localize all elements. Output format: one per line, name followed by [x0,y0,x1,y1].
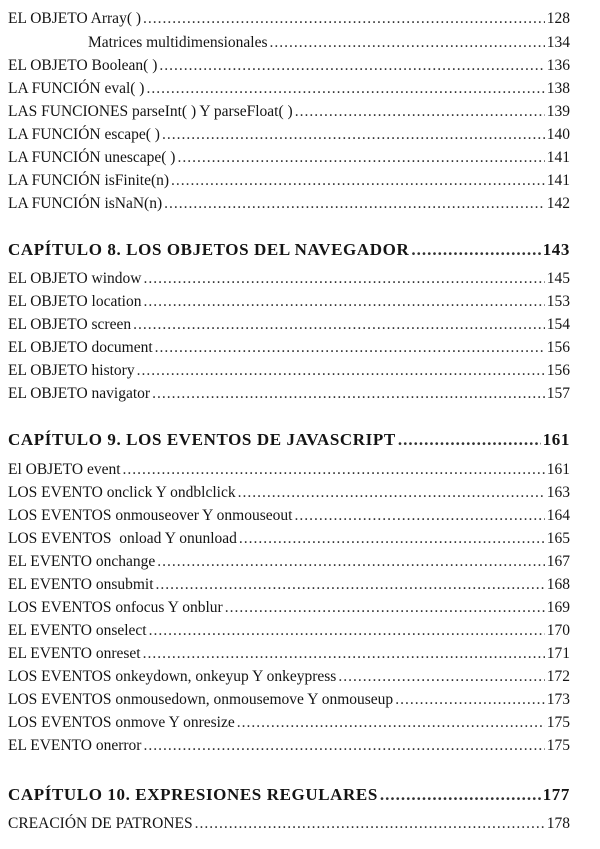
chapter-title: CAPÍTULO 8. LOS OBJETOS DEL NAVEGADOR [8,240,410,259]
entry-page: 139 [546,103,570,120]
dot-leader [143,9,545,29]
toc-entry-onerror[interactable] [8,736,570,756]
dot-leader [380,785,541,805]
entry-title: LA FUNCIÓN isNaN(n) [8,195,163,212]
dot-leader [157,552,545,572]
entry-title: EL EVENTO onselect [8,622,147,639]
entry-page: 142 [546,195,570,212]
toc-entry-onload[interactable] [8,529,570,549]
dot-leader [133,315,545,335]
entry-title: EL OBJETO Boolean( ) [8,57,158,74]
entry-title: LA FUNCIÓN escape( ) [8,126,160,143]
dot-leader [338,667,544,687]
entry-page: 136 [546,57,570,74]
toc-entry-window[interactable] [8,269,570,289]
entry-title: EL OBJETO history [8,362,135,379]
dot-leader [164,194,545,214]
toc-entry-onmouseover[interactable] [8,506,570,526]
entry-page: 141 [546,172,570,189]
entry-page: 170 [546,622,570,639]
dot-leader [270,33,545,53]
toc-entry-event[interactable] [8,460,570,480]
chapter-page: 177 [542,785,570,804]
dot-leader [123,460,545,480]
dot-leader [225,598,545,618]
entry-page: 156 [546,362,570,379]
dot-leader [162,125,545,145]
dot-leader [295,102,545,122]
toc-entry-onreset[interactable] [8,644,570,664]
toc-entry-navigator[interactable] [8,384,570,404]
entry-page: 153 [546,293,570,310]
toc-entry-onsubmit[interactable] [8,575,570,595]
entry-title: EL OBJETO Array( ) [8,10,142,27]
toc-entry-onselect[interactable] [8,621,570,641]
toc-entry-escape[interactable] [8,125,570,145]
entry-title: EL OBJETO navigator [8,385,151,402]
toc-entry-screen[interactable] [8,315,570,335]
entry-page: 157 [546,385,570,402]
entry-page: 175 [546,737,570,754]
entry-title: LA FUNCIÓN isFinite(n) [8,172,170,189]
dot-leader [195,814,545,834]
dot-leader [143,292,544,312]
toc-entry-onclick[interactable] [8,483,570,503]
toc-entry-onfocus[interactable] [8,598,570,618]
dot-leader [156,575,545,595]
dot-leader [238,483,545,503]
entry-title: LOS EVENTOS onfocus Y onblur [8,599,223,616]
entry-page: 134 [546,34,570,51]
entry-page: 161 [546,461,570,478]
toc-entry-document[interactable] [8,338,570,358]
entry-page: 140 [546,126,570,143]
dot-leader [171,171,545,191]
entry-page: 128 [546,10,570,27]
entry-title: LOS EVENTOS onload Y onunload [8,530,237,547]
dot-leader [398,430,541,450]
dot-leader [146,79,544,99]
entry-page: 178 [546,815,570,832]
entry-page: 173 [546,691,570,708]
toc-entry-onkeydown[interactable] [8,667,570,687]
chapter-page: 143 [542,240,570,259]
entry-title: LA FUNCIÓN unescape( ) [8,149,176,166]
chapter-8-heading[interactable] [8,240,570,260]
toc-entry-patrones[interactable] [8,814,570,834]
entry-page: 141 [546,149,570,166]
entry-title: EL OBJETO document [8,339,153,356]
entry-title: LOS EVENTO onclick Y ondblclick [8,484,236,501]
entry-title: CREACIÓN DE PATRONES [8,815,193,832]
entry-page: 164 [546,507,570,524]
entry-title: EL EVENTO onchange [8,553,156,570]
toc-entry-isfinite[interactable] [8,171,570,191]
dot-leader [411,240,540,260]
toc-entry-onmousedown[interactable] [8,690,570,710]
dot-leader [159,56,544,76]
entry-page: 145 [546,270,570,287]
toc-entry-onchange[interactable] [8,552,570,572]
entry-title: LAS FUNCIONES parseInt( ) Y parseFloat( ) [8,103,293,120]
dot-leader [237,713,545,733]
entry-title: LOS EVENTOS onmousedown, onmousemove Y onmouseup [8,691,394,708]
dot-leader [239,529,545,549]
entry-title: LOS EVENTOS onmouseover Y onmouseout [8,507,293,524]
entry-page: 165 [546,530,570,547]
toc-entry-isnan[interactable] [8,194,570,214]
entry-title: EL OBJETO window [8,270,142,287]
entry-page: 169 [546,599,570,616]
dot-leader [294,506,544,526]
toc-entry-history[interactable] [8,361,570,381]
chapter-page: 161 [542,430,570,449]
entry-title: LOS EVENTOS onmove Y onresize [8,714,235,731]
entry-title: EL OBJETO screen [8,316,132,333]
toc-entry-parse[interactable] [8,102,570,122]
dot-leader [137,361,545,381]
entry-title: LA FUNCIÓN eval( ) [8,80,145,97]
entry-page: 154 [546,316,570,333]
toc-entry-onmove[interactable] [8,713,570,733]
toc-entry-eval[interactable] [8,79,570,99]
entry-title: LOS EVENTOS onkeydown, onkeyup Y onkeypress [8,668,337,685]
chapter-10-heading[interactable] [8,785,570,805]
entry-page: 163 [546,484,570,501]
entry-page: 156 [546,339,570,356]
dot-leader [143,644,545,664]
entry-page: 168 [546,576,570,593]
entry-title: EL OBJETO location [8,293,142,310]
toc-entry-location[interactable] [8,292,570,312]
toc-entry-boolean[interactable] [8,56,570,76]
toc-entry-unescape[interactable] [8,148,570,168]
entry-title: Matrices multidimensionales [88,34,268,51]
dot-leader [143,736,544,756]
entry-page: 167 [546,553,570,570]
toc-entry-matrices[interactable] [88,33,570,53]
chapter-9-heading[interactable] [8,430,570,450]
entry-title: El OBJETO event [8,461,121,478]
entry-page: 171 [546,645,570,662]
chapter-title: CAPÍTULO 9. LOS EVENTOS DE JAVASCRIPT [8,430,396,449]
chapter-title: CAPÍTULO 10. EXPRESIONES REGULARES [8,785,378,804]
toc-entry-array[interactable] [8,9,570,29]
dot-leader [155,338,545,358]
dot-leader [152,384,545,404]
dot-leader [143,269,544,289]
entry-page: 172 [546,668,570,685]
entry-title: EL EVENTO onreset [8,645,141,662]
entry-page: 175 [546,714,570,731]
entry-title: EL EVENTO onerror [8,737,142,754]
entry-title: EL EVENTO onsubmit [8,576,154,593]
dot-leader [177,148,544,168]
dot-leader [395,690,545,710]
dot-leader [149,621,545,641]
entry-page: 138 [546,80,570,97]
